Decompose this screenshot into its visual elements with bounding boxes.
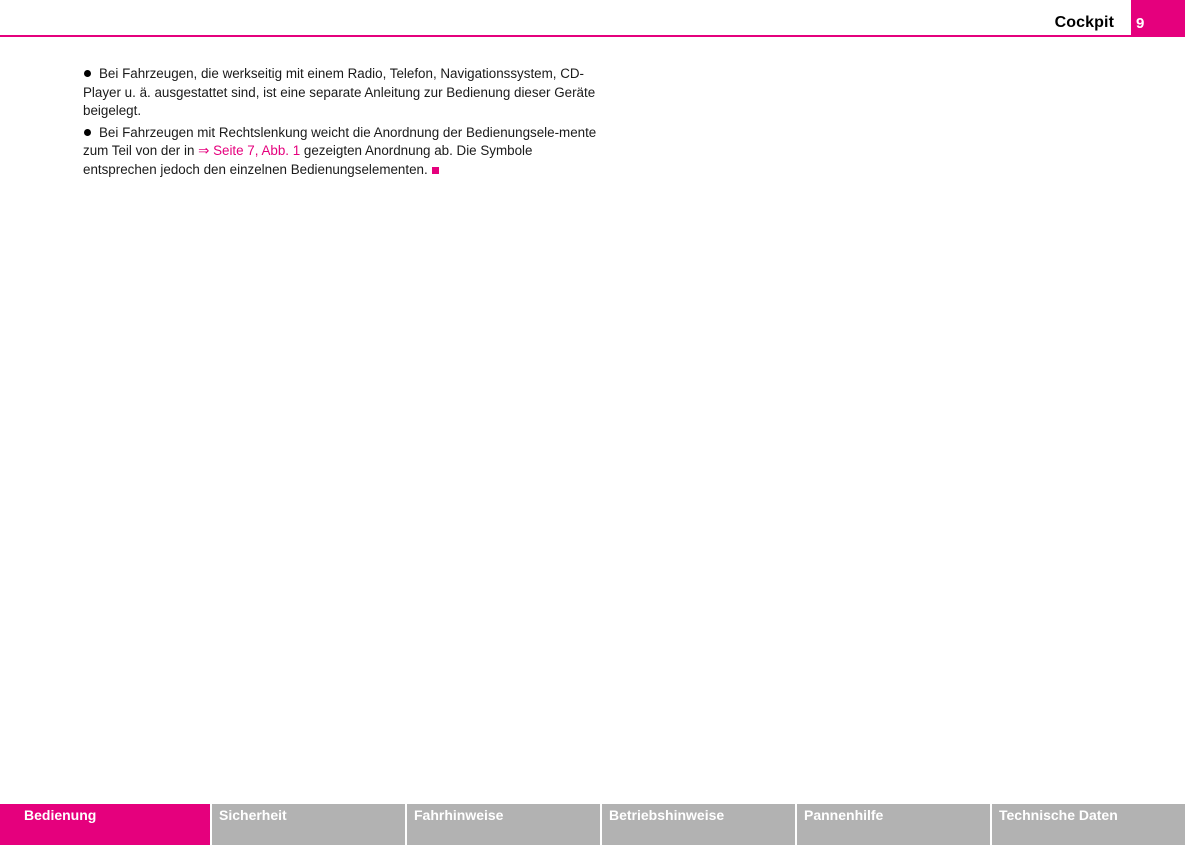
footer-nav <box>0 804 1185 845</box>
chapter-title: Cockpit <box>1054 14 1114 31</box>
tab-betriebshinweise[interactable]: Betriebshinweise <box>602 804 795 845</box>
page-number-box <box>1131 0 1185 36</box>
paragraph-2-text-start: Bei Fahrzeugen mit Rechtslenkung weicht die Anordnung der Bedienungsele-mente zum Teil von der in <box>83 124 597 158</box>
body-text <box>83 65 603 182</box>
cross-reference-link[interactable]: ⇒ Seite 7, Abb. 1 <box>198 143 301 158</box>
paragraph-2-text-end: gezeigten Anordnung ab. Die Symbole entsprechen jedoch den einzelnen Bedienungselementen. <box>83 143 533 177</box>
paragraph-2 <box>83 124 603 180</box>
tab-sicherheit[interactable]: Sicherheit <box>212 804 405 845</box>
tab-fahrhinweise[interactable]: Fahrhinweise <box>407 804 600 845</box>
end-of-section-icon <box>432 167 439 174</box>
paragraph-1 <box>83 65 603 121</box>
bullet-icon <box>84 129 91 136</box>
page-number: 9 <box>1136 15 1145 32</box>
bullet-icon <box>84 70 91 77</box>
tab-pannenhilfe[interactable]: Pannenhilfe <box>797 804 990 845</box>
tab-technische-daten[interactable]: Technische Daten <box>992 804 1185 845</box>
tab-bedienung[interactable]: Bedienung <box>0 804 210 845</box>
header-rule <box>0 35 1185 37</box>
paragraph-1-text: Bei Fahrzeugen, die werkseitig mit einem Radio, Telefon, Navigationssystem, CD-Player u. ä. ausgestattet sind, ist eine separate Anleitung zur Bedienung dieser Geräte beigelegt. <box>83 66 596 118</box>
